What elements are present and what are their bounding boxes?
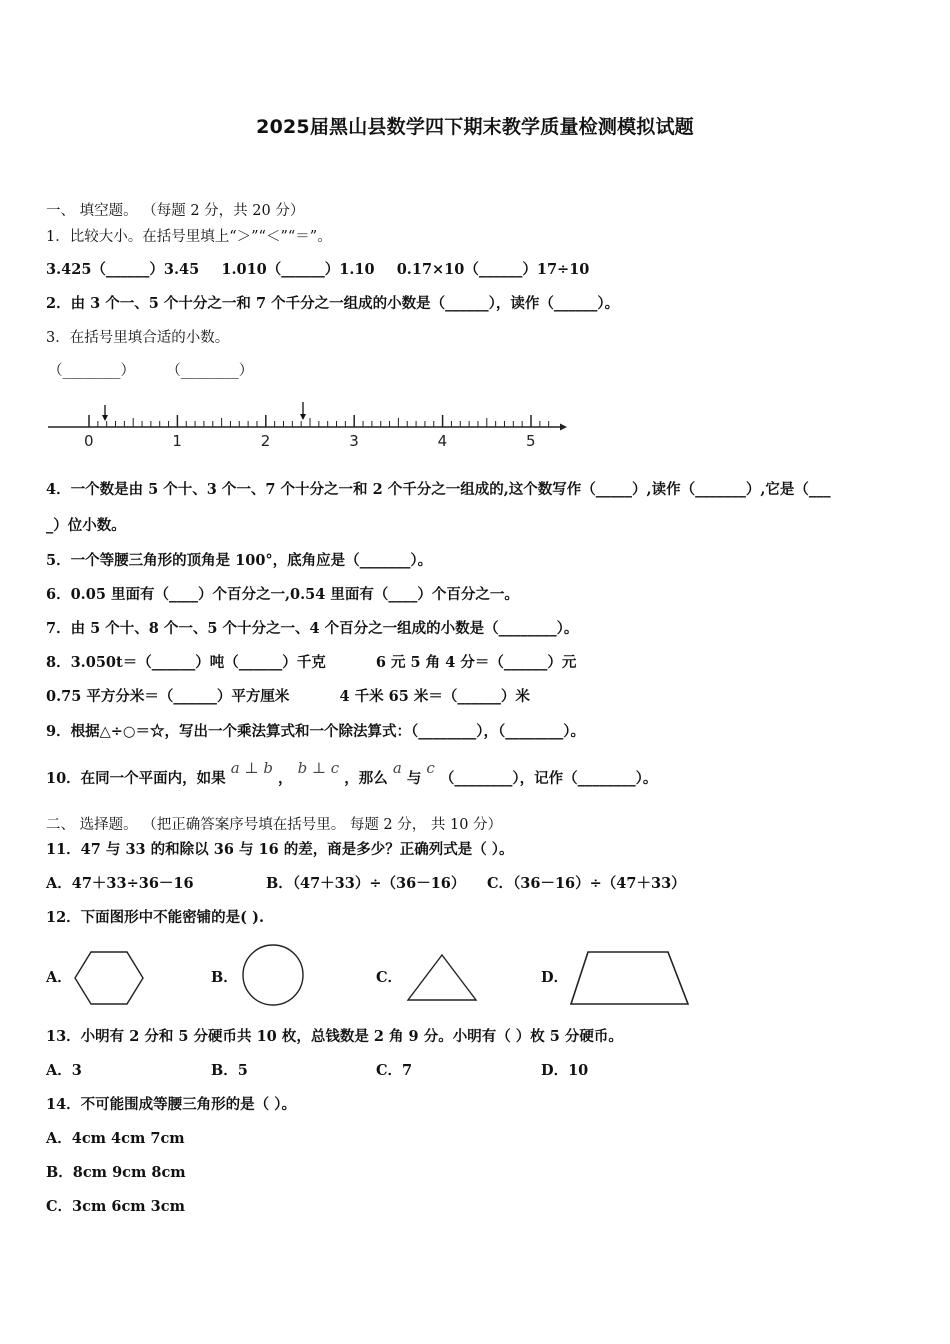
question-8-part-c: 0.75 平方分米＝（______）平方厘米 <box>46 688 290 705</box>
question-13-option-b: B．5 <box>211 1062 248 1079</box>
question-11: 11．47 与 33 的和除以 36 与 16 的差，商是多少？正确列式是（ ）。 <box>46 841 514 858</box>
question-10-with: 与 <box>406 770 422 787</box>
question-13-option-c: C．7 <box>376 1062 413 1079</box>
question-10-middle: ，那么 <box>344 770 388 787</box>
question-12-option-d: D． <box>541 969 569 986</box>
question-14-option-c: C．3cm 6cm 3cm <box>46 1198 185 1215</box>
question-11-option-c: C．（36－16）÷（47＋33） <box>487 875 686 892</box>
question-14: 14．不可能围成等腰三角形的是（ ）。 <box>46 1096 296 1113</box>
question-4-line-2: _）位小数。 <box>46 517 126 534</box>
question-8-line-1 <box>46 653 576 673</box>
question-9: 9．根据△÷○＝☆，写出一个乘法算式和一个除法算式：（________），（________）。 <box>46 723 586 740</box>
question-8-part-b: 6 元 5 角 4 分＝（______）元 <box>375 654 577 671</box>
question-13-option-a: A．3 <box>46 1062 82 1079</box>
question-3-blank-2: （________） <box>166 363 254 379</box>
number-line-label: 5 <box>526 432 536 450</box>
trapezoid-icon <box>568 946 692 1008</box>
circle-icon <box>240 942 306 1008</box>
question-4-line-1: 4．一个数是由 5 个十、3 个一、7 个十分之一和 2 个千分之一组成的,这个数写作（_____）,读作（_______）,它是（___ <box>46 481 831 498</box>
triangle-icon <box>405 952 479 1004</box>
question-1-item-1: 3.425（______）3.45 <box>46 261 200 278</box>
question-2: 2．由 3 个一、5 个十分之一和 7 个千分之一组成的小数是（______），读作（______）。 <box>46 295 620 312</box>
section2-header: 二、 选择题。 （把正确答案序号填在括号里。 每题 2 分， 共 10 分） <box>46 817 503 833</box>
variable-c: c <box>426 759 435 777</box>
number-line-label: 3 <box>349 432 359 450</box>
question-5: 5．一个等腰三角形的顶角是 100°，底角应是（_______）。 <box>46 552 433 569</box>
question-12: 12．下面图形中不能密铺的是( ). <box>46 909 264 926</box>
variable-a: a <box>392 759 402 777</box>
question-8-part-a: 8．3.050t＝（______）吨（______）千克 <box>46 654 326 671</box>
question-11-option-b: B．（47＋33）÷（36－16） <box>266 875 466 892</box>
question-10-comma: ， <box>278 770 293 787</box>
question-14-option-b: B．8cm 9cm 8cm <box>46 1164 186 1181</box>
question-6: 6．0.05 里面有（____）个百分之一,0.54 里面有（____）个百分之一。 <box>46 586 519 603</box>
question-10-prefix: 10．在同一个平面内，如果 <box>46 770 226 787</box>
question-7: 7．由 5 个十、8 个一、5 个十分之一、4 个百分之一组成的小数是（________）。 <box>46 620 579 637</box>
question-1: 1．比较大小。在括号里填上“＞”“＜”“＝”。 <box>46 229 332 245</box>
question-8-line-2 <box>46 687 530 707</box>
question-12-option-c: C． <box>376 969 403 986</box>
page-title: 2025届黑山县数学四下期末教学质量检测模拟试题 <box>256 116 694 138</box>
hexagon-icon <box>73 948 145 1008</box>
question-3-blanks <box>48 361 253 381</box>
question-11-option-a: A．47＋33÷36－16 <box>46 875 194 892</box>
number-line-label: 4 <box>437 432 448 450</box>
number-line <box>45 400 585 450</box>
perpendicular-expr-2: b ⊥ c <box>297 759 340 777</box>
question-13: 13．小明有 2 分和 5 分硬币共 10 枚，总钱数是 2 角 9 分。小明有（ ）枚 5 分硬币。 <box>46 1028 623 1045</box>
question-10-suffix: （________），记作（________）。 <box>439 770 658 787</box>
arrow-1-icon <box>102 415 108 421</box>
section1-header: 一、 填空题。 （每题 2 分，共 20 分） <box>46 203 305 219</box>
arrow-2-icon <box>300 414 306 420</box>
number-line-label: 2 <box>260 432 271 450</box>
question-1-item-3: 0.17×10（______）17÷10 <box>396 261 590 278</box>
question-14-option-a: A．4cm 4cm 7cm <box>46 1130 185 1147</box>
question-10 <box>46 759 658 789</box>
question-12-option-b: B． <box>211 969 238 986</box>
question-3: 3．在括号里填合适的小数。 <box>46 330 230 346</box>
question-1-item-2: 1.010（______）1.10 <box>221 261 375 278</box>
question-12-option-a: A． <box>46 969 72 986</box>
number-line-label: 1 <box>172 432 182 450</box>
question-1-items <box>46 260 589 280</box>
number-line-label: 0 <box>84 432 94 450</box>
question-13-option-d: D．10 <box>541 1062 589 1079</box>
question-3-blank-1: （________） <box>48 363 135 379</box>
perpendicular-expr-1: a ⊥ b <box>230 759 273 777</box>
question-8-part-d: 4 千米 65 米＝（______）米 <box>339 688 530 705</box>
